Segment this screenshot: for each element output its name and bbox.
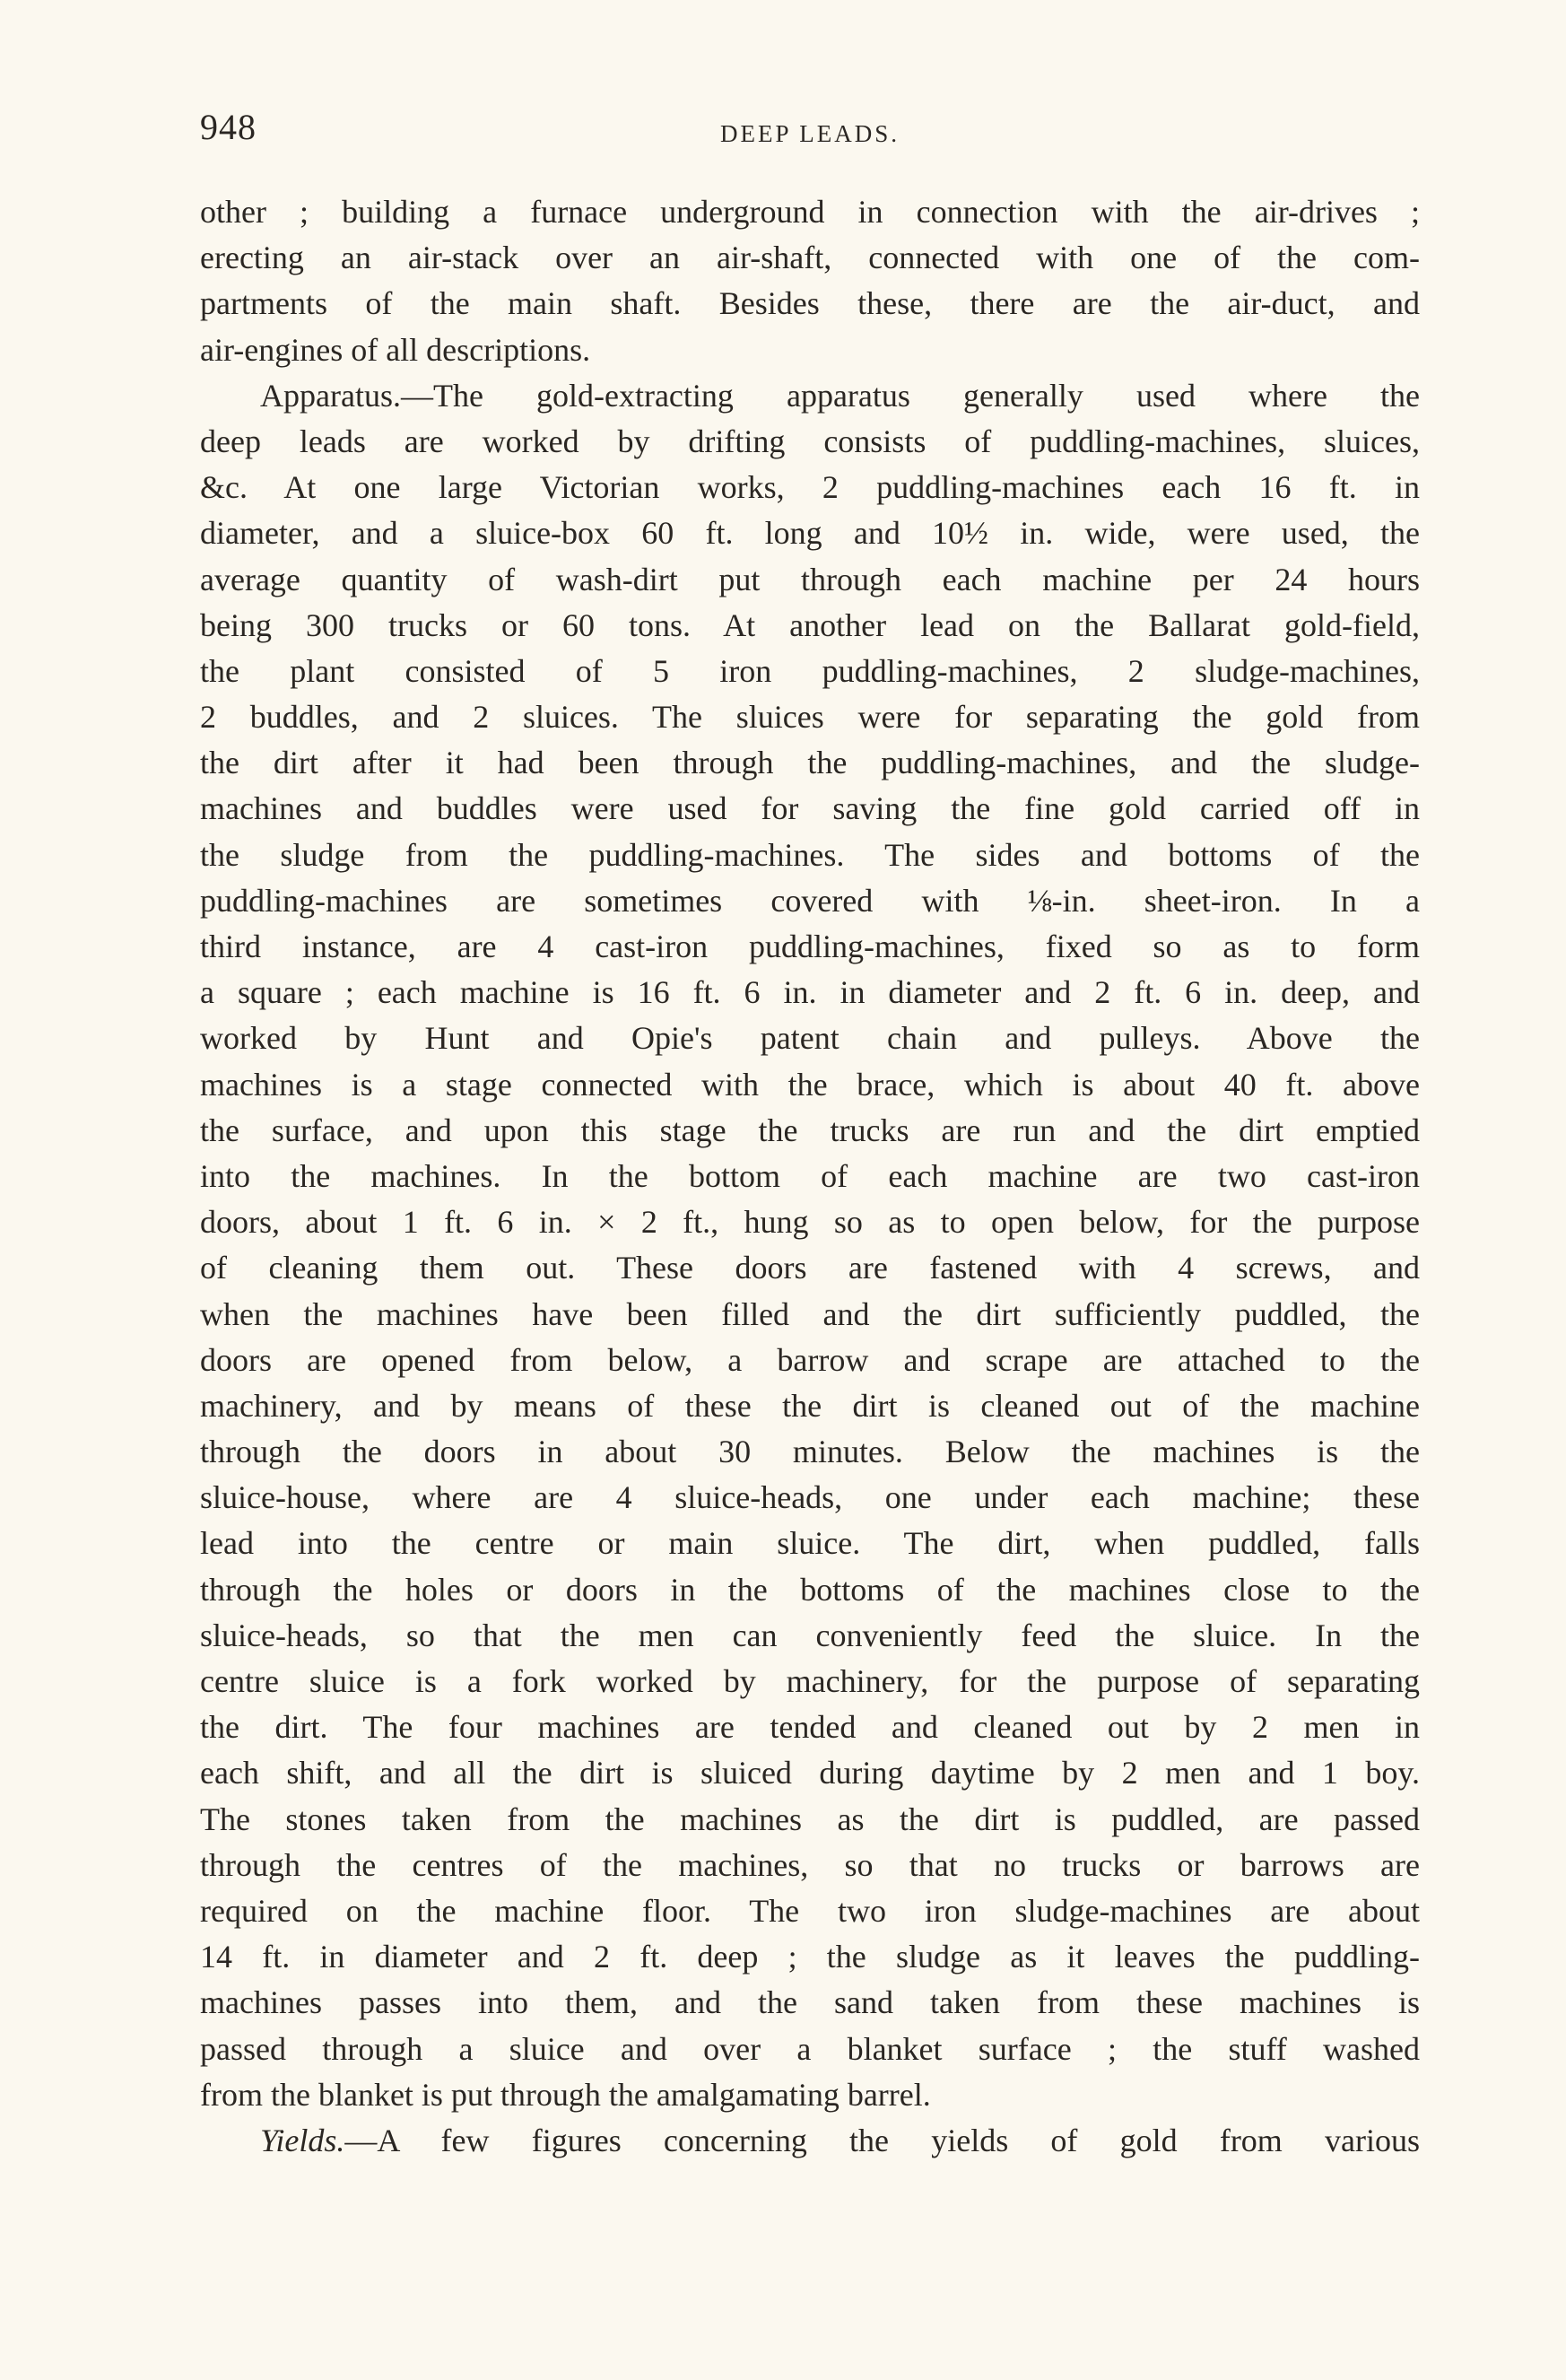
text-line: diameter, and a sluice-box 60 ft. long and 10½ in. wide, were used, the [200,515,1420,552]
text-line: 2 buddles, and 2 sluices. The sluices were for separating the gold from [200,699,1420,736]
section-text-yields: —A few figures concerning the yields of gold from various [344,2122,1420,2158]
text-line: from the blanket is put through the amalgamating barrel. [200,2076,931,2113]
text-line: worked by Hunt and Opie's patent chain and pulleys. Above the [200,1020,1420,1057]
text-line: &c. At one large Victorian works, 2 puddling-machines each 16 ft. in [200,469,1420,506]
text-line: doors, about 1 ft. 6 in. × 2 ft., hung so as to open below, for the purpose [200,1204,1420,1241]
text-line: through the centres of the machines, so that no trucks or barrows are [200,1846,1420,1883]
text-line: sluice-heads, so that the men can conveniently feed the sluice. In the [200,1617,1420,1653]
text-line: machinery, and by means of these the dirt is cleaned out of the machine [200,1387,1420,1424]
section-heading-yields: Yields. [260,2122,345,2158]
text-line: doors are opened from below, a barrow and scrape are attached to the [200,1341,1420,1378]
text-line: each shift, and all the dirt is sluiced during daytime by 2 men and 1 boy. [200,1755,1420,1792]
text-line: the plant consisted of 5 iron puddling-machines, 2 sludge-machines, [200,652,1420,689]
text-line: the sludge from the puddling-machines. The sides and bottoms of the [200,836,1420,873]
text-line: into the machines. In the bottom of each machine are two cast-iron [200,1157,1420,1194]
text-line: erecting an air-stack over an air-shaft, connected with one of the com- [200,240,1420,276]
text-line: passed through a sluice and over a blanket surface ; the stuff washed [200,2030,1420,2067]
text-line: Apparatus.—The gold-extracting apparatus generally used where the [260,377,1420,414]
text-line: lead into the centre or main sluice. The dirt, when puddled, falls [200,1525,1420,1562]
running-head: DEEP LEADS. [720,120,900,147]
text-line: deep leads are worked by drifting consists of puddling-machines, sluices, [200,423,1420,459]
text-line: the surface, and upon this stage the trucks are run and the dirt emptied [200,1112,1420,1148]
text-line: of cleaning them out. These doors are fastened with 4 screws, and [200,1250,1420,1286]
text-line: through the holes or doors in the bottoms of the machines close to the [200,1571,1420,1608]
page-number: 948 [200,107,257,147]
text-line: machines passes into them, and the sand taken from these machines is [200,1984,1420,2021]
text-line: 14 ft. in diameter and 2 ft. deep ; the sludge as it leaves the puddling- [200,1939,1420,1975]
text-line: The stones taken from the machines as the dirt is puddled, are passed [200,1800,1420,1837]
text-line: the dirt after it had been through the puddling-machines, and the sludge- [200,745,1420,781]
text-line: being 300 trucks or 60 tons. At another lead on the Ballarat gold-field, [200,606,1420,643]
text-line: machines is a stage connected with the brace, which is about 40 ft. above [200,1066,1420,1103]
page-header [200,106,1420,160]
text-line: centre sluice is a fork worked by machinery, for the purpose of separating [200,1663,1420,1699]
text-line: average quantity of wash-dirt put through each machine per 24 hours [200,561,1420,597]
text-line: through the doors in about 30 minutes. Below the machines is the [200,1434,1420,1470]
text-line: third instance, are 4 cast-iron puddling-machines, fixed so as to form [200,928,1420,964]
text-line: puddling-machines are sometimes covered with ⅛-in. sheet-iron. In a [200,882,1420,919]
text-line: partments of the main shaft. Besides these, there are the air-duct, and [200,285,1420,322]
text-line: machines and buddles were used for saving the fine gold carried off in [200,790,1420,827]
text-line: air-engines of all descriptions. [200,331,591,368]
text-line: sluice-house, where are 4 sluice-heads, one under each machine; these [200,1479,1420,1516]
text-line: required on the machine floor. The two iron sludge-machines are about [200,1892,1420,1929]
body-text [200,189,1420,2164]
text-line: a square ; each machine is 16 ft. 6 in. in diameter and 2 ft. 6 in. deep, and [200,974,1420,1011]
text-line: other ; building a furnace underground in connection with the air-drives ; [200,194,1420,230]
text-line-yields [200,2118,1420,2164]
text-line: the dirt. The four machines are tended and cleaned out by 2 men in [200,1709,1420,1746]
text-line: when the machines have been filled and the dirt sufficiently puddled, the [200,1295,1420,1332]
